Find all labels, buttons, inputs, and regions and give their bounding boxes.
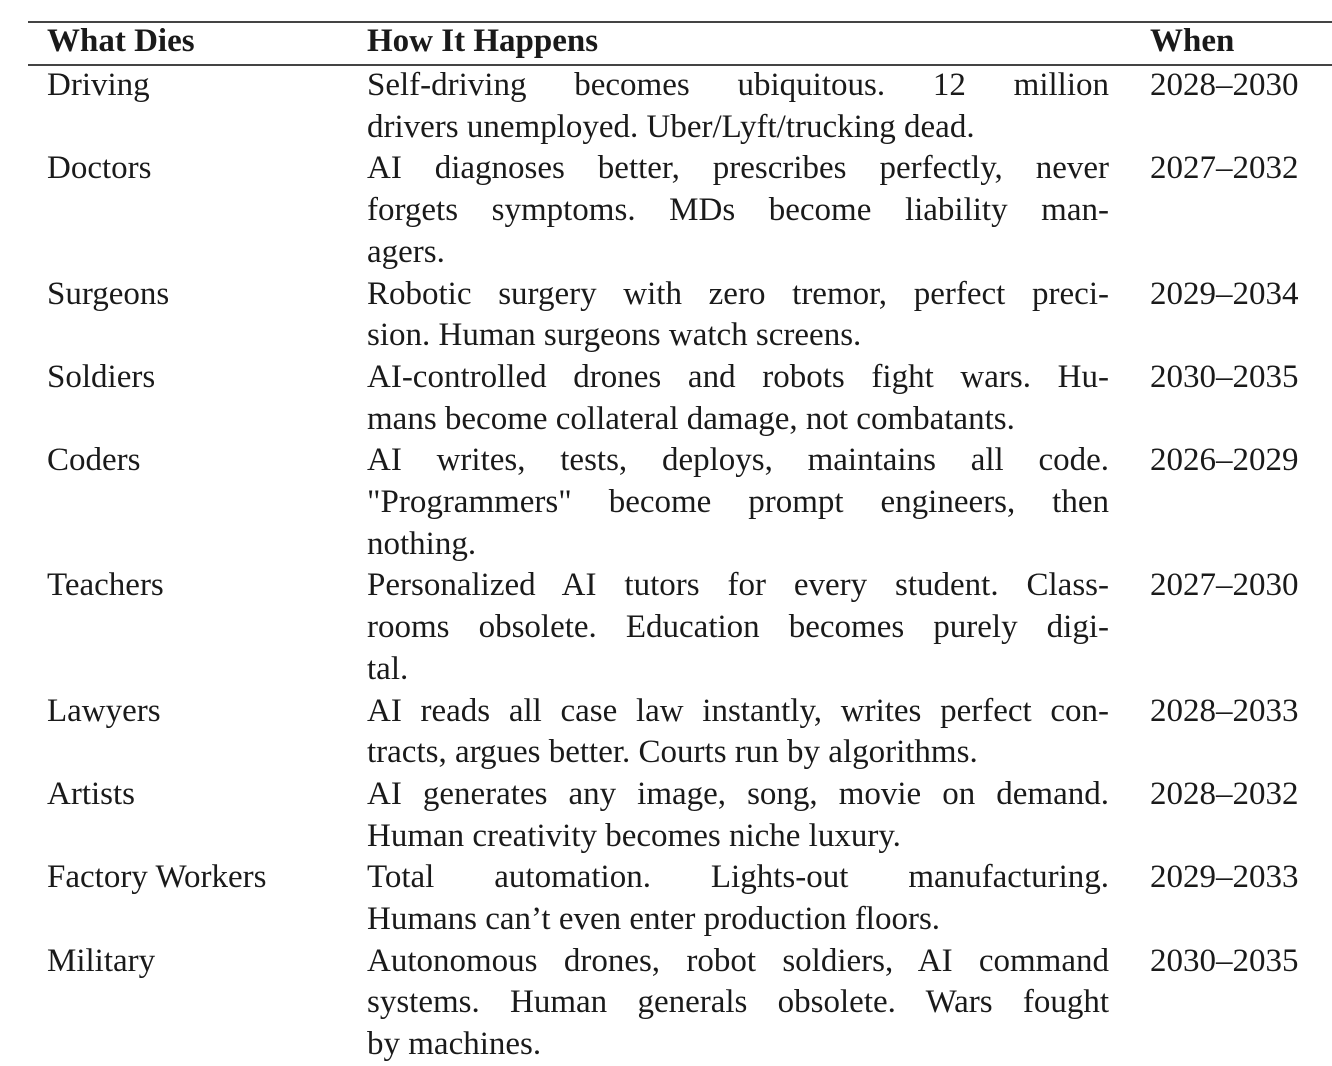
when-cell: 2028–2033 [1150, 692, 1299, 729]
description-line: mans become collateral damage, not combatants. [367, 400, 1015, 437]
what-dies-cell: Military [47, 942, 156, 979]
description-line: nothing. [367, 525, 477, 562]
description-line: Self-driving becomes ubiquitous. 12 million [367, 67, 1109, 103]
what-dies-cell: Driving [47, 67, 150, 103]
description-line: AI generates any image, song, movie on demand. [367, 775, 1109, 812]
how-it-happens-cell [367, 148, 1109, 273]
description-line: by machines. [367, 1026, 542, 1063]
description-line: "Programmers" become prompt engineers, then [367, 483, 1109, 520]
when-cell: 2030–2035 [1150, 942, 1299, 979]
description-line: sion. Human surgeons watch screens. [367, 317, 862, 354]
when-cell: 2026–2029 [1150, 442, 1299, 479]
description-line: drivers unemployed. Uber/Lyft/trucking dead. [367, 108, 975, 145]
description-line: rooms obsolete. Education becomes purely digi- [367, 609, 1109, 646]
description-line: systems. Human generals obsolete. Wars fought [367, 984, 1109, 1021]
what-dies-cell: Lawyers [47, 692, 161, 729]
how-it-happens-cell [367, 274, 1109, 357]
what-dies-cell: Coders [47, 442, 141, 479]
description-line: Autonomous drones, robot soldiers, AI command [367, 942, 1109, 979]
description-line: tracts, argues better. Courts run by algorithms. [367, 734, 978, 771]
how-it-happens-cell [367, 857, 1109, 940]
when-cell: 2029–2034 [1150, 275, 1299, 312]
description-line: AI-controlled drones and robots fight wars. Hu- [367, 358, 1109, 395]
how-it-happens-cell [367, 565, 1109, 690]
when-cell: 2029–2033 [1150, 859, 1299, 896]
header-how-it-happens: How It Happens [367, 23, 599, 59]
description-line: Human creativity becomes niche luxury. [367, 817, 901, 854]
how-it-happens-cell [367, 440, 1109, 565]
description-line: Total automation. Lights-out manufacturing. [367, 859, 1109, 896]
description-line: tal. [367, 650, 409, 687]
description-line: Personalized AI tutors for every student. Class- [367, 567, 1109, 604]
when-cell: 2027–2030 [1150, 567, 1299, 604]
how-it-happens-cell [367, 65, 1109, 148]
how-it-happens-cell [367, 691, 1109, 774]
when-cell: 2030–2035 [1150, 358, 1299, 395]
when-cell: 2027–2032 [1150, 150, 1299, 187]
what-dies-cell: Doctors [47, 150, 152, 187]
description-line: AI writes, tests, deploys, maintains all code. [367, 442, 1109, 479]
description-line: AI reads all case law instantly, writes perfect con- [367, 692, 1109, 729]
what-dies-cell: Surgeons [47, 275, 170, 312]
header-what-dies: What Dies [47, 23, 195, 59]
what-dies-cell: Artists [47, 775, 136, 812]
description-line: Robotic surgery with zero tremor, perfect preci- [367, 275, 1109, 312]
what-dies-cell: Soldiers [47, 358, 156, 395]
description-line: agers. [367, 233, 445, 270]
how-it-happens-cell [367, 774, 1109, 857]
when-cell: 2028–2030 [1150, 67, 1299, 103]
how-it-happens-cell [367, 941, 1109, 1066]
description-line: AI diagnoses better, prescribes perfectly, never [367, 150, 1109, 187]
what-dies-cell: Teachers [47, 567, 164, 604]
what-dies-cell: Factory Workers [47, 859, 267, 896]
header-when: When [1150, 23, 1235, 59]
when-cell: 2028–2032 [1150, 775, 1299, 812]
description-line: Humans can’t even enter production floors. [367, 900, 941, 937]
how-it-happens-cell [367, 357, 1109, 440]
description-line: forgets symptoms. MDs become liability man- [367, 192, 1109, 229]
